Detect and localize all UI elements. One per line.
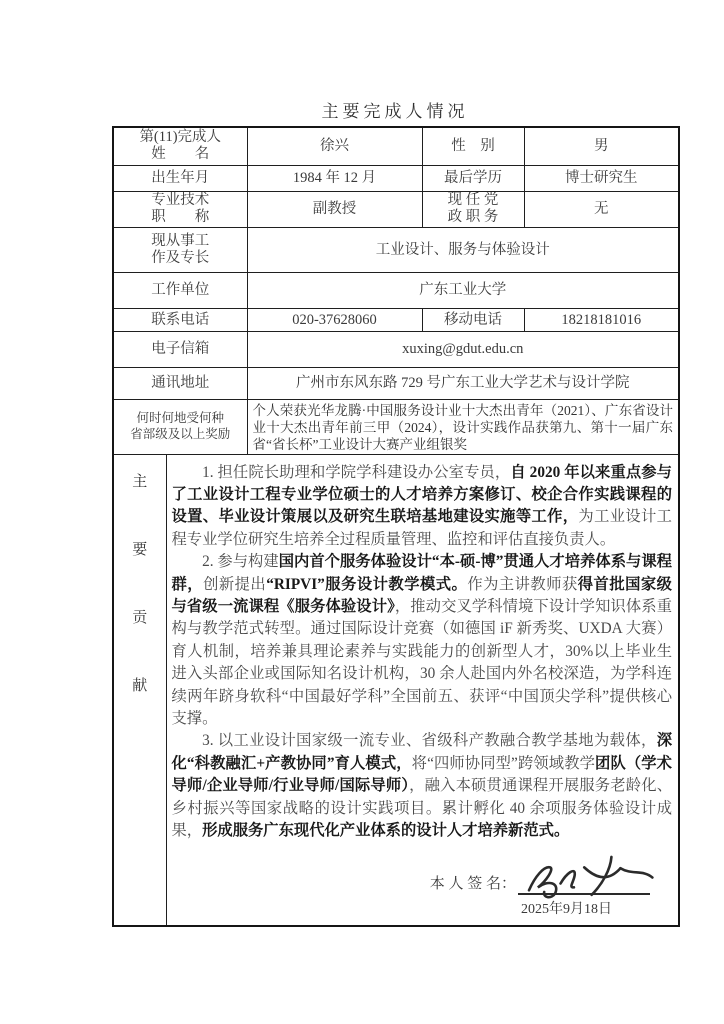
party-post-label: 现 任 党 — [447, 192, 499, 208]
gender-value: 男 — [524, 127, 679, 165]
education-value: 博士研究生 — [524, 165, 679, 191]
completer-info-table — [112, 126, 680, 927]
awards-value: 个人荣获光华龙腾·中国服务设计业十大杰出青年（2021）、广东省设计业十大杰出青年前三甲（2024），设计实践作品获第九、第十一届广东省“省长杯”工业设计大赛产业组银奖 — [247, 399, 679, 454]
technical-title-label2: 职 称 — [151, 209, 210, 225]
contribution-bold-text: 得首批国家级与省级一流课程《服务体验设计》 — [171, 575, 672, 615]
table-row — [113, 127, 679, 165]
current-work-label-cell — [113, 227, 247, 272]
phone-value: 020-37628060 — [247, 308, 422, 331]
contribution-bold-text: “RIPVI”服务设计教学模式。 — [266, 575, 468, 593]
table-row — [113, 191, 679, 227]
party-post-label-cell — [422, 191, 524, 227]
contribution-text: ，融入本硕贯通课程开展服务老龄化、乡村振兴等国家战略的设计实践项目。累计孵化 40 余项服务体验设计成果， — [171, 777, 672, 839]
phone-label: 联系电话 — [113, 308, 247, 331]
employer-value: 广东工业大学 — [247, 272, 679, 308]
signature-line — [518, 857, 650, 895]
completer-number-label: 第(11)完成人 — [139, 129, 222, 146]
contribution-text: 将“四师协同型”跨领域教学 — [411, 754, 596, 772]
table-row — [113, 454, 679, 926]
technical-title-label-cell — [113, 191, 247, 227]
table-row — [113, 227, 679, 272]
contribution-text: 为工业设计工程专业学位研究生培养全过程质量管理、监控和评估直接负责人。 — [171, 508, 672, 548]
awards-label: 何时何地受何种 — [136, 411, 224, 425]
address-label: 通讯地址 — [113, 367, 247, 399]
technical-title-label: 专业技术 — [151, 192, 210, 208]
contribution-label-char: 主 — [132, 473, 148, 490]
contribution-text: 1. 担任院长助理和学院学科建设办公室专员， — [202, 463, 511, 481]
technical-title-value: 副教授 — [247, 191, 422, 227]
table-row — [113, 331, 679, 367]
party-post-label2: 政 职 务 — [447, 209, 499, 225]
contribution-bold-text: 国内首个服务体验设计“本-硕-博”贯通人才培养体系与课程群， — [171, 553, 672, 593]
signature-date: 2025年9月18日 — [521, 902, 612, 917]
birthdate-label: 出生年月 — [113, 165, 247, 191]
contribution-label-char: 要 — [132, 541, 148, 558]
contribution-text: 创新提出 — [203, 575, 267, 593]
education-label: 最后学历 — [422, 165, 524, 191]
main-contribution-cell — [166, 454, 679, 926]
signature-label: 本 人 签 名： — [429, 876, 516, 892]
current-work-label2: 作及专长 — [151, 249, 210, 266]
employer-label: 工作单位 — [113, 272, 247, 308]
contribution-bold-text: 深化“科教融汇+产教协同”育人模式， — [171, 732, 672, 772]
awards-label2: 省部级及以上奖励 — [130, 426, 231, 441]
awards-label-cell — [113, 399, 247, 454]
name-value: 徐兴 — [247, 127, 422, 165]
email-value: xuxing@gdut.edu.cn — [247, 331, 679, 367]
signature-row — [430, 857, 650, 895]
table-row — [113, 308, 679, 331]
main-contribution-label — [114, 455, 166, 695]
table-row — [113, 367, 679, 399]
table-row — [113, 165, 679, 191]
main-contribution-label-cell — [113, 454, 166, 926]
name-label: 姓 名 — [151, 146, 210, 163]
contribution-bold-text: 团队（学术导师/企业导师/行业导师/国际导师） — [171, 754, 672, 795]
name-label-cell — [113, 127, 247, 165]
contribution-text: 作为主讲教师获 — [467, 575, 578, 593]
contribution-bold-text: 形成服务广东现代化产业体系的设计人才培养新范式。 — [202, 822, 570, 839]
birthdate-value: 1984 年 12 月 — [247, 165, 422, 191]
contribution-paragraph — [172, 462, 673, 552]
mobile-label: 移动电话 — [422, 308, 524, 331]
party-post-value: 无 — [524, 191, 679, 227]
contribution-label-char: 献 — [132, 677, 148, 694]
handwritten-signature-icon — [522, 852, 656, 900]
table-row — [113, 399, 679, 454]
contribution-paragraph — [172, 730, 673, 842]
table-row — [113, 272, 679, 308]
page-title: 主要完成人情况 — [321, 102, 469, 121]
contribution-bold-text: 自 2020 年以来重点参与了工业设计工程专业学位硕士的人才培养方案修订、校企合作实践课程的设置、毕业设计策展以及研究生联培基地建设实施等工作， — [171, 463, 672, 526]
contribution-label-char: 贡 — [132, 609, 148, 626]
main-contribution-text — [172, 462, 673, 843]
gender-label: 性 别 — [422, 127, 524, 165]
current-work-label: 现从事工 — [151, 232, 210, 249]
current-work-value: 工业设计、服务与体验设计 — [247, 227, 679, 272]
contribution-text: ，推动交叉学科情境下设计学知识体系重构与教学范式转型。通过国际设计竞赛（如德国 iF 新秀奖、UXDA 大赛）育人机制，培养兼具理论素养与实践能力的创新型人才，30%以上毕业生进入头部企业或国际知名设计机构，30 余人赴国内外名校深造，为学科连续两年跻身软科“中国最好学科”全国前五、获评“中国顶尖学科”提供核心支撑。 — [171, 597, 672, 727]
contribution-text: 2. 参与构建 — [202, 553, 279, 571]
contribution-text: 3. 以工业设计国家级一流专业、省级科产教融合教学基地为载体， — [202, 732, 657, 750]
address-value: 广州市东风东路 729 号广东工业大学艺术与设计学院 — [247, 367, 679, 399]
contribution-paragraph — [172, 551, 673, 730]
mobile-value: 18218181016 — [524, 308, 679, 331]
email-label: 电子信箱 — [113, 331, 247, 367]
